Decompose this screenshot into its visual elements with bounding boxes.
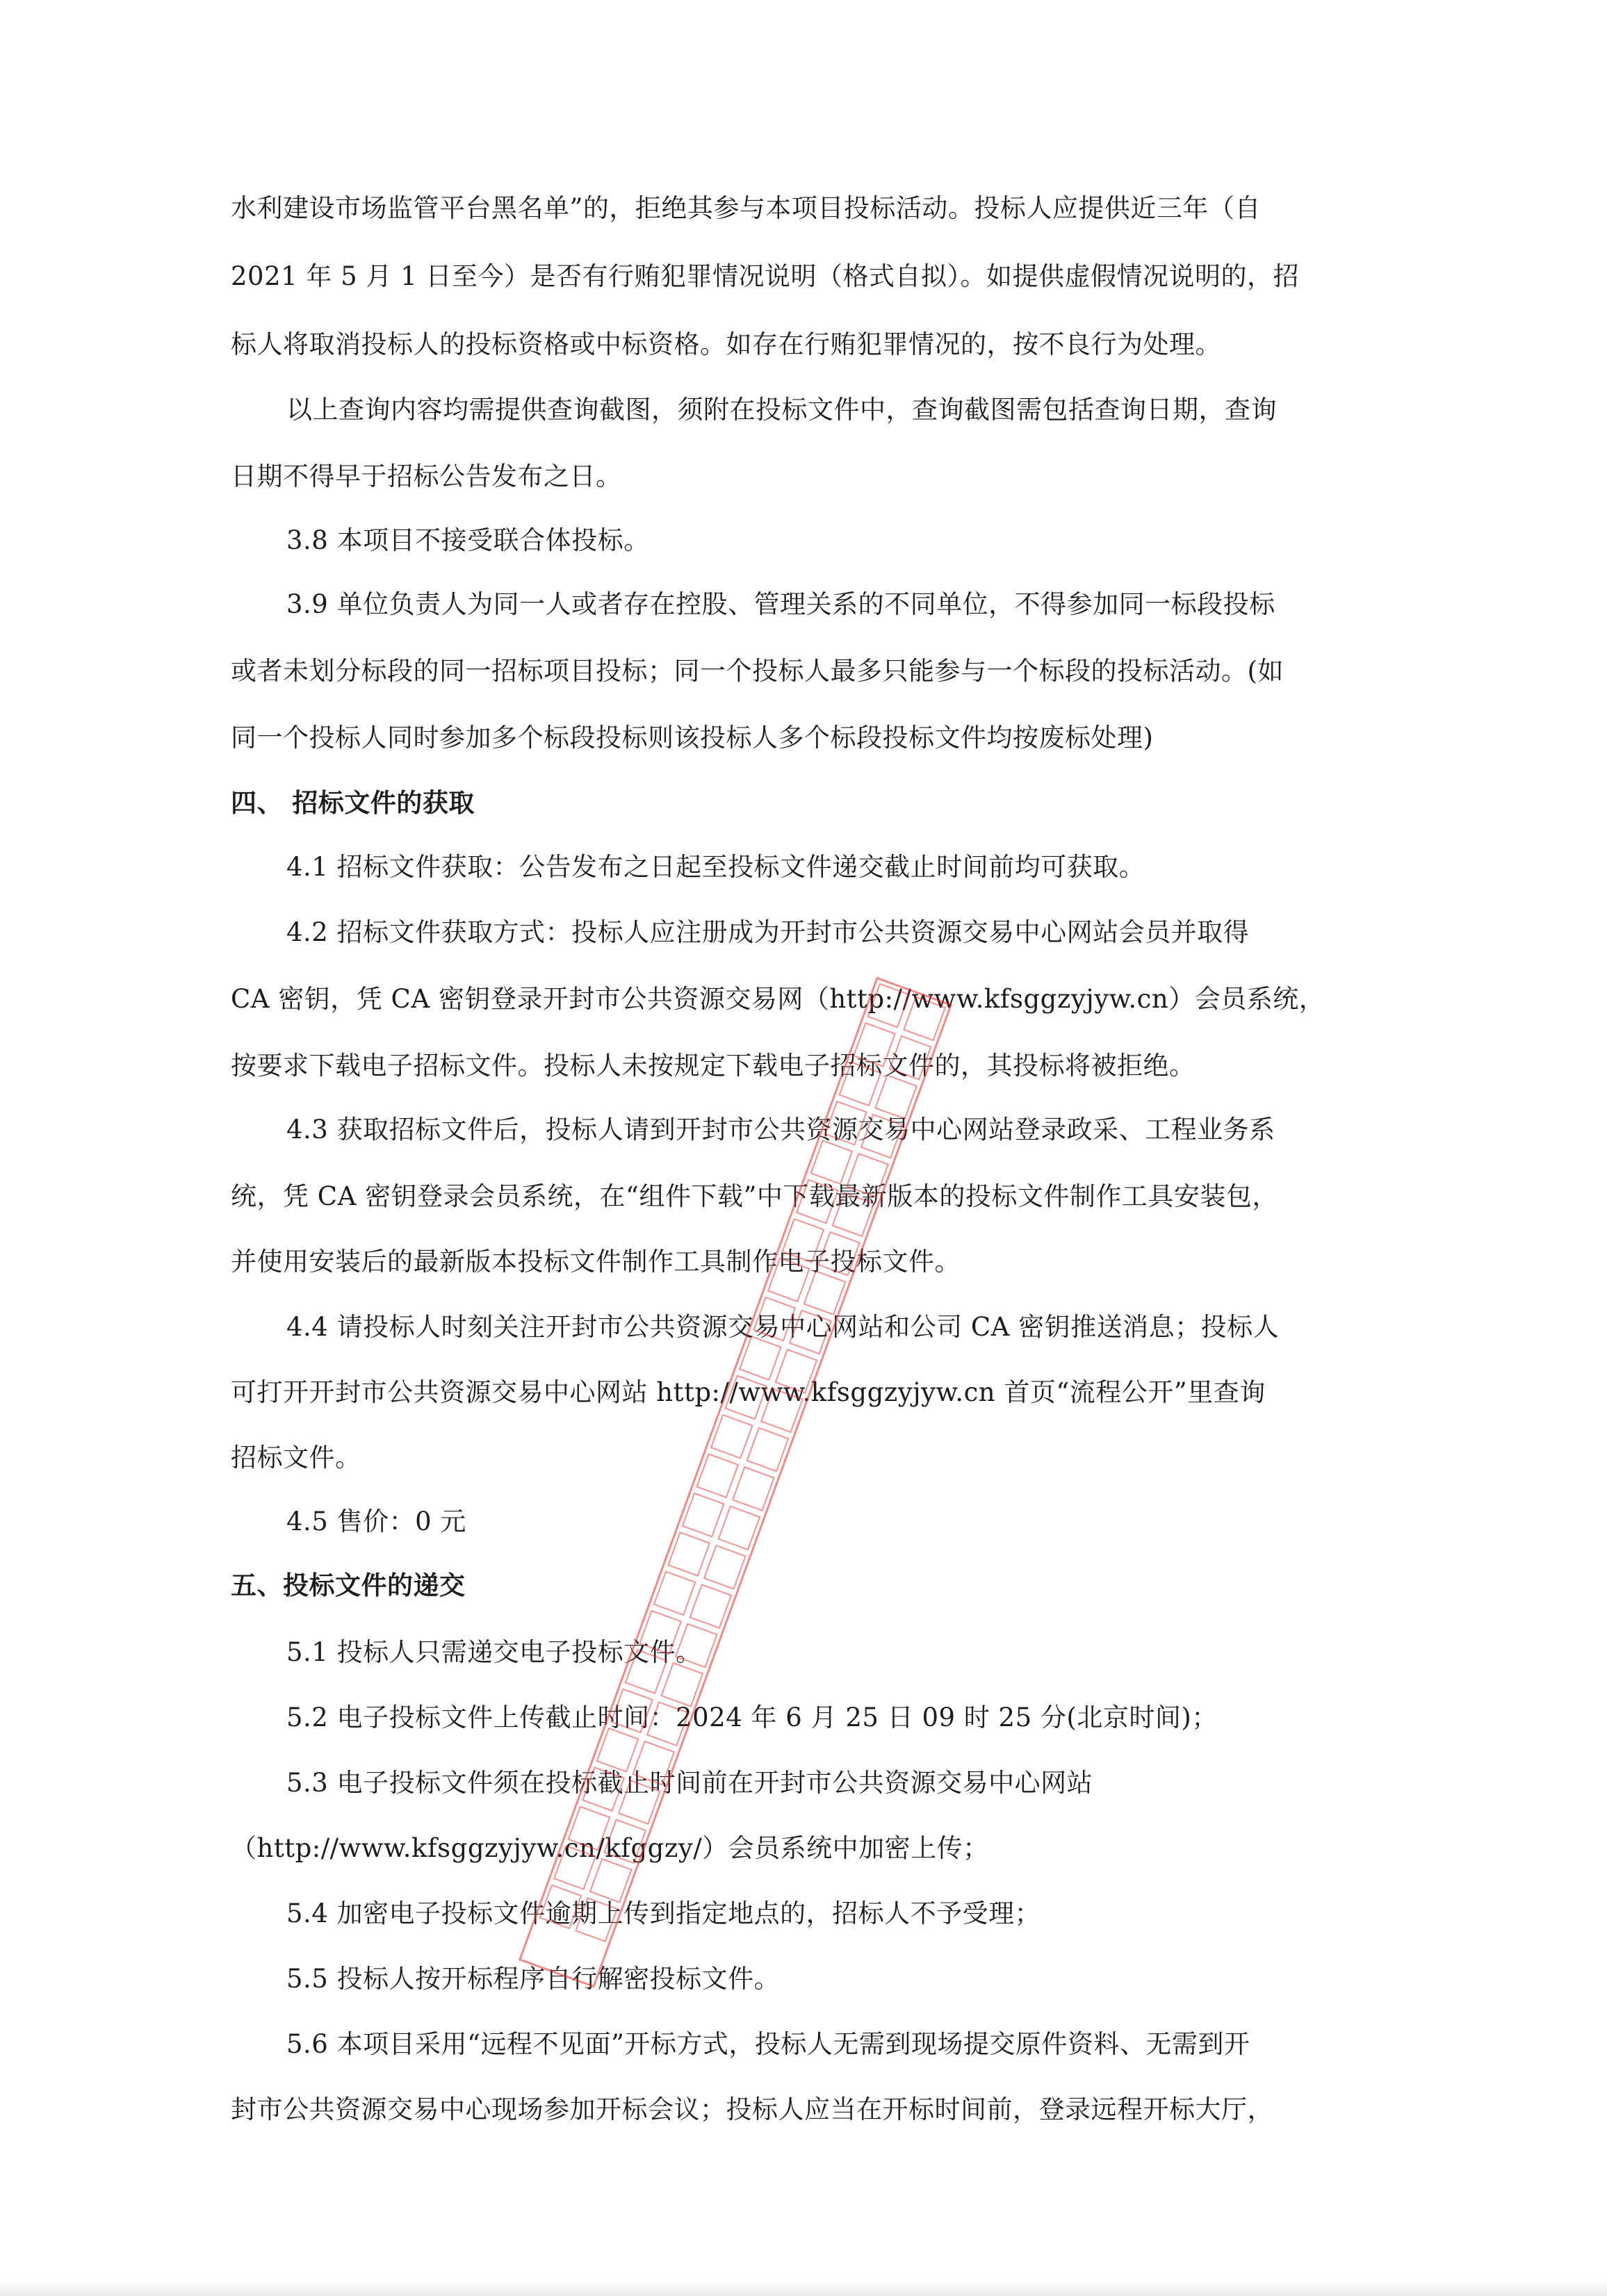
text-line: 4.3 获取招标文件后，投标人请到开封市公共资源交易中心网站登录政采、工程业务系 [286,1115,1275,1145]
scan-edge [0,2281,1607,2296]
text-line: （http://www.kfsggzyjyw.cn/kfggzy/）会员系统中加密上传； [231,1833,989,1863]
text-line: 统，凭 CA 密钥登录会员系统，在“组件下载”中下载最新版本的投标文件制作工具安装包， [231,1181,1278,1211]
text-line: 5.5 投标人按开标程序自行解密投标文件。 [286,1964,781,1994]
text-line: 招标文件。 [231,1443,361,1473]
text-line: 以上查询内容均需提供查询截图，须附在投标文件中，查询截图需包括查询日期，查询 [286,395,1277,425]
text-line: 5.2 电子投标文件上传截止时间：2024 年 6 月 25 日 09 时 25 分(北京时间)； [286,1703,1218,1732]
text-line: 4.5 售价：0 元 [286,1507,466,1536]
text-line: 3.9 单位负责人为同一人或者存在控股、管理关系的不同单位，不得参加同一标段投标 [286,589,1275,619]
text-line: 4.2 招标文件获取方式：投标人应注册成为开封市公共资源交易中心网站会员并取得 [286,917,1250,947]
text-line: 2021 年 5 月 1 日至今）是否有行贿犯罪情况说明（格式自拟）。如提供虚假情况说明的，招 [231,261,1300,291]
text-line: 5.4 加密电子投标文件逾期上传到指定地点的，招标人不予受理； [286,1899,1041,1928]
text-line: 并使用安装后的最新版本投标文件制作工具制作电子投标文件。 [231,1247,961,1277]
text-line: 按要求下载电子招标文件。投标人未按规定下载电子招标文件的，其投标将被拒绝。 [231,1051,1196,1081]
text-line: 4.1 招标文件获取：公告发布之日起至投标文件递交截止时间前均可获取。 [286,852,1145,882]
section-heading: 四、 招标文件的获取 [231,788,475,818]
text-line: 5.1 投标人只需递交电子投标文件。 [286,1637,702,1667]
text-line: 5.6 本项目采用“远程不见面”开标方式，投标人无需到现场提交原件资料、无需到开 [286,2029,1250,2059]
text-line: 或者未划分标段的同一招标项目投标；同一个投标人最多只能参与一个标段的投标活动。(如 [231,656,1284,686]
text-line: 日期不得早于招标公告发布之日。 [231,461,622,491]
text-line: 水利建设市场监管平台黑名单”的，拒绝其参与本项目投标活动。投标人应提供近三年（自 [231,193,1261,223]
text-line: 可打开开封市公共资源交易中心网站 http://www.kfsggzyjyw.cn 首页“流程公开”里查询 [231,1377,1266,1407]
section-heading: 五、投标文件的递交 [231,1571,466,1600]
text-line: CA 密钥，凭 CA 密钥登录开封市公共资源交易网（http://www.kfsggzyjyw.cn）会员系统， [231,984,1325,1014]
text-line: 封市公共资源交易中心现场参加开标会议；投标人应当在开标时间前，登录远程开标大厅， [231,2094,1273,2124]
text-line: 5.3 电子投标文件须在投标截止时间前在开封市公共资源交易中心网站 [286,1768,1093,1798]
text-line: 4.4 请投标人时刻关注开封市公共资源交易中心网站和公司 CA 密钥推送消息；投标人 [286,1312,1280,1342]
text-line: 3.8 本项目不接受联合体投标。 [286,525,650,555]
text-line: 标人将取消投标人的投标资格或中标资格。如存在行贿犯罪情况的，按不良行为处理。 [231,329,1221,359]
text-line: 同一个投标人同时参加多个标段投标则该投标人多个标段投标文件均按废标处理) [231,723,1154,753]
